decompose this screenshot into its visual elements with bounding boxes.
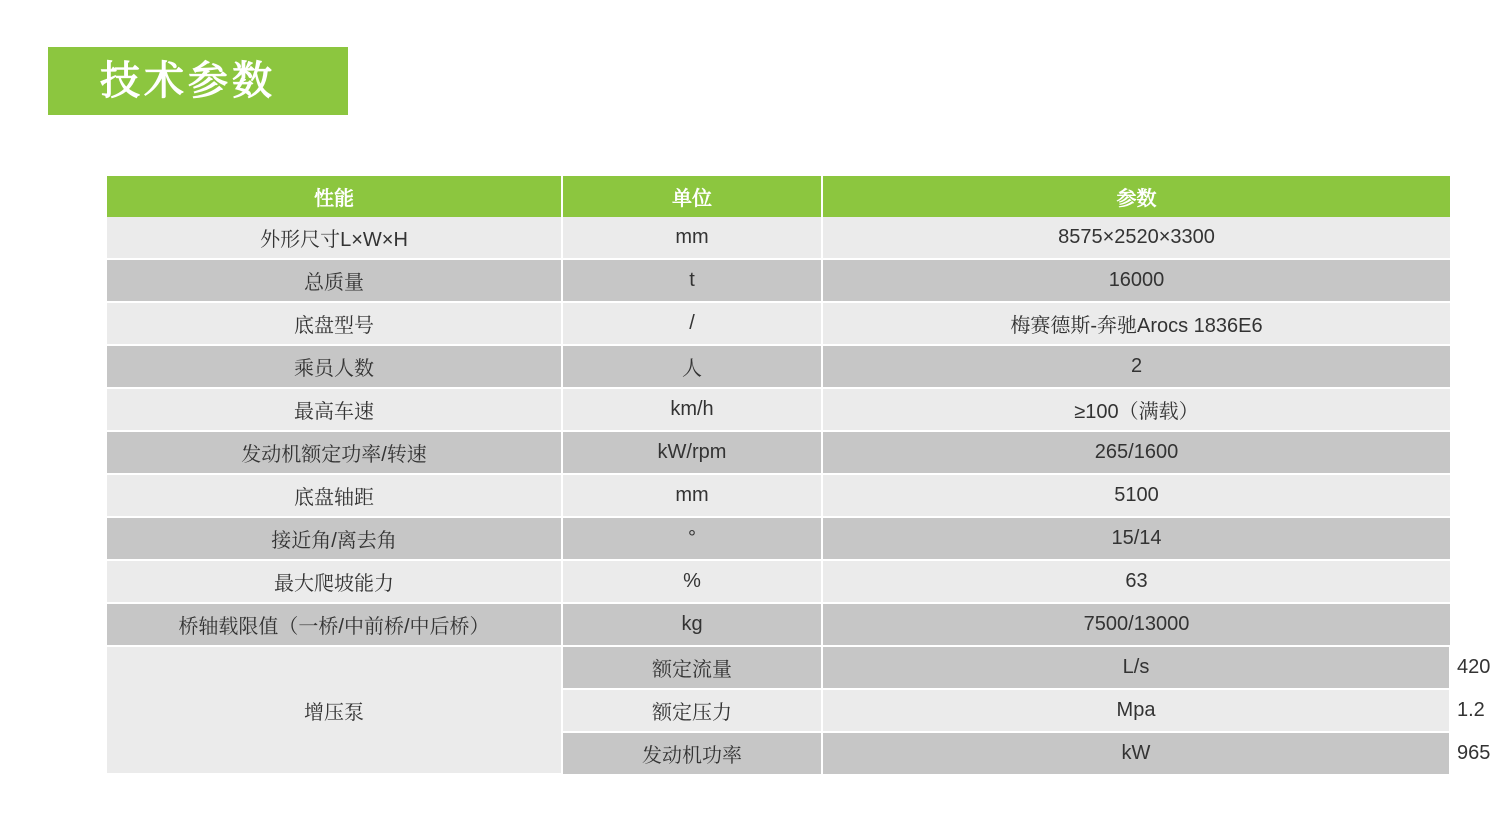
column-header-performance: 性能 [107,176,562,217]
row-unit: kW/rpm [562,431,822,474]
row-value: 7500/13000 [822,603,1450,646]
row-label: 接近角/离去角 [107,517,562,560]
row-unit: / [562,302,822,345]
row-group-label: 增压泵 [107,646,562,774]
row-value: 8575×2520×3300 [822,217,1450,259]
page-title-banner [48,47,348,115]
row-value: 265/1600 [822,431,1450,474]
table-row: 额定压力 Mpa 1.2 [107,689,1450,732]
row-label: 发动机额定功率/转速 [107,431,562,474]
table-row [107,388,1450,431]
row-label: 发动机功率 [562,732,822,774]
row-unit: t [562,259,822,302]
row-unit: km/h [562,388,822,431]
row-value: 63 [822,560,1450,603]
table-row [107,603,1450,646]
table-row [107,302,1450,345]
row-unit: L/s [822,646,1450,689]
row-unit: kW [822,732,1450,774]
table-row [107,217,1450,259]
row-label: 总质量 [107,259,562,302]
row-unit: kg [562,603,822,646]
table-row [107,431,1450,474]
row-label: 底盘轴距 [107,474,562,517]
table-row [107,517,1450,560]
column-header-parameter: 参数 [822,176,1450,217]
row-value: 2 [822,345,1450,388]
row-label: 外形尺寸L×W×H [107,217,562,259]
table-row: 发动机功率 kW 965 [107,732,1450,774]
table-body [107,217,1491,774]
row-label: 桥轴载限值（一桥/中前桥/中后桥） [107,603,562,646]
row-value: 16000 [822,259,1450,302]
row-unit: mm [562,474,822,517]
technical-parameters-table [107,176,1491,775]
row-unit: % [562,560,822,603]
row-value: ≥100（满载） [822,388,1450,431]
column-header-unit: 单位 [562,176,822,217]
table-row-group-first: 增压泵 额定流量 L/s 420 [107,646,1450,689]
row-unit: mm [562,217,822,259]
row-value: 梅赛德斯-奔驰Arocs 1836E6 [822,302,1450,345]
table-header-row [107,176,1450,217]
row-label: 底盘型号 [107,302,562,345]
row-label: 最大爬坡能力 [107,560,562,603]
row-label: 最高车速 [107,388,562,431]
table-row [107,259,1450,302]
row-label: 额定压力 [562,689,822,732]
row-label: 乘员人数 [107,345,562,388]
table-header [107,176,1450,217]
row-value: 15/14 [822,517,1450,560]
table-row [107,345,1450,388]
table-row [107,474,1450,517]
row-unit: Mpa [822,689,1450,732]
page-title: 技术参数 [100,59,276,103]
row-value: 5100 [822,474,1450,517]
table-row [107,560,1450,603]
row-label: 额定流量 [562,646,822,689]
row-unit: ° [562,517,822,560]
row-unit: 人 [562,345,822,388]
